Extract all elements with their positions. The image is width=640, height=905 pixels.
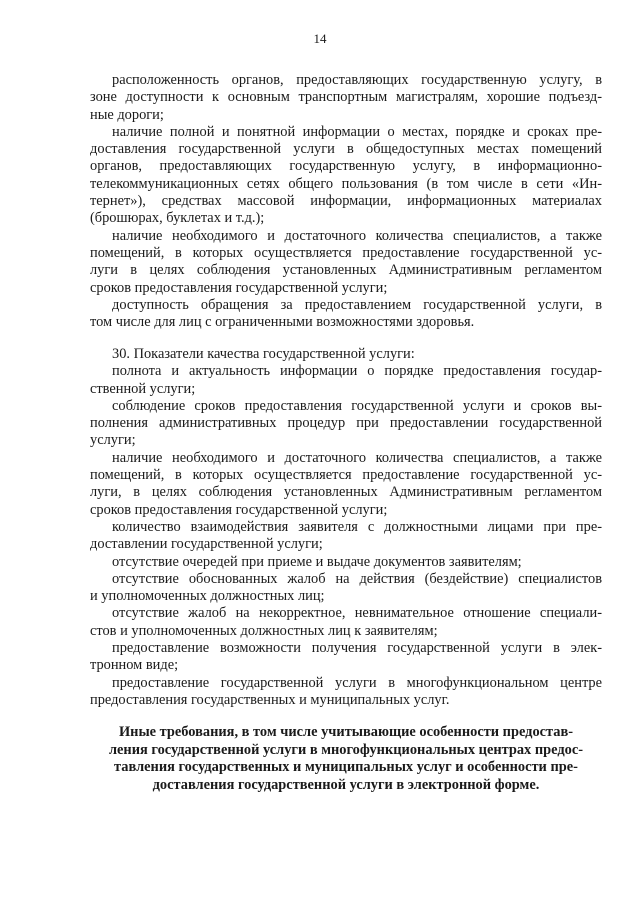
text-line: доступность обращения за предоставлением государственной услуги, в xyxy=(112,296,602,313)
text-line: полнения административных процедур при предоставлении государственной xyxy=(90,415,602,432)
text-line: помещений, в которых осуществляется предоставление государственной ус- xyxy=(90,244,602,261)
text-line: помещений, в которых осуществляется предоставление государственной ус- xyxy=(90,467,602,484)
text-line: сроков предоставления государственной услуги; xyxy=(90,279,388,296)
text-line: соблюдение сроков предоставления государственной услуги и сроков вы- xyxy=(112,397,602,414)
text-line: полнота и актуальность информации о порядке предоставления государ- xyxy=(112,363,602,380)
requirements-text-block xyxy=(90,72,602,331)
heading-line: тавления государственных и муниципальных услуг и особенности пре- xyxy=(114,759,578,775)
text-line: зоне доступности к основным транспортным магистралям, хорошие подъезд- xyxy=(90,89,602,106)
paragraph-location xyxy=(90,72,602,124)
indicator-paragraph xyxy=(90,640,602,675)
section-30-title xyxy=(90,346,602,363)
text-line: расположенность органов, предоставляющих государственную услугу, в xyxy=(112,72,602,88)
text-line: тронном виде; xyxy=(90,657,179,674)
paragraph-specialists xyxy=(90,228,602,297)
text-line: стов и уполномоченных должностных лиц к заявителям; xyxy=(90,622,438,639)
heading-line: доставления государственной услуги в электронной форме. xyxy=(152,776,540,793)
quality-indicators-block xyxy=(90,346,602,709)
text-line: телекоммуникационных сетях общего пользования (в том числе в сети «Ин- xyxy=(90,175,602,192)
text-line: луги, в целях соблюдения установленных Административным регламентом xyxy=(90,484,602,501)
text-line: наличие полной и понятной информации о местах, порядке и сроках пре- xyxy=(112,123,602,140)
text-line: отсутствие обоснованных жалоб на действия (бездействие) специалистов xyxy=(112,570,602,587)
text-line: наличие необходимого и достаточного количества специалистов, а также xyxy=(112,449,602,466)
text-line: отсутствие жалоб на некорректное, невнимательное отношение специали- xyxy=(112,605,602,622)
text-line: органов, предоставляющих государственную услугу, в информационно- xyxy=(90,158,602,175)
text-line: предоставления государственных и муниципальных услуг. xyxy=(90,691,450,708)
indicator-paragraph xyxy=(90,363,602,398)
text-line: наличие необходимого и достаточного количества специалистов, а также xyxy=(112,227,602,244)
indicator-paragraph xyxy=(90,554,602,571)
heading-line: Иные требования, в том числе учитывающие особенности предостав- xyxy=(118,724,574,740)
text-line: предоставление возможности получения государственной услуги в элек- xyxy=(112,640,602,657)
text-line: количество взаимодействия заявителя с должностными лицами при пре- xyxy=(112,518,602,535)
text-line: сроков предоставления государственной услуги; xyxy=(90,501,388,518)
text-line: (брошюрах, буклетах и т.д.); xyxy=(90,210,265,227)
indicator-paragraph xyxy=(90,450,602,519)
section-heading xyxy=(96,724,596,794)
indicator-paragraph xyxy=(90,398,602,450)
indicator-paragraph xyxy=(90,571,602,606)
indicator-paragraph xyxy=(90,675,602,710)
text-line: ственной услуги; xyxy=(90,380,196,397)
text-line: и уполномоченных должностных лиц; xyxy=(90,588,325,605)
text-line: доставления государственной услуги в общедоступных местах помещений xyxy=(90,141,602,158)
text-line: том числе для лиц с ограниченными возможностями здоровья. xyxy=(90,314,475,331)
text-line: услуги; xyxy=(90,432,136,449)
text-line: тернет»), средствах массовой информации, информационных материалах xyxy=(90,193,602,210)
indicator-paragraph xyxy=(90,605,602,640)
text-line: доставлении государственной услуги; xyxy=(90,536,323,553)
text-line: ные дороги; xyxy=(90,106,164,123)
text-line: луги в целях соблюдения установленных Административным регламентом xyxy=(90,262,602,279)
text-line: предоставление государственной услуги в многофункциональном центре xyxy=(112,674,602,691)
heading-line: ления государственной услуги в многофункциональных центрах предос- xyxy=(108,741,584,758)
indicator-paragraph xyxy=(90,519,602,554)
text-line: отсутствие очередей при приеме и выдаче документов заявителям; xyxy=(112,553,522,570)
paragraph-accessibility xyxy=(90,297,602,332)
text-line: 30. Показатели качества государственной услуги: xyxy=(112,346,415,362)
paragraph-information xyxy=(90,124,602,228)
page-number: 14 xyxy=(313,31,327,46)
